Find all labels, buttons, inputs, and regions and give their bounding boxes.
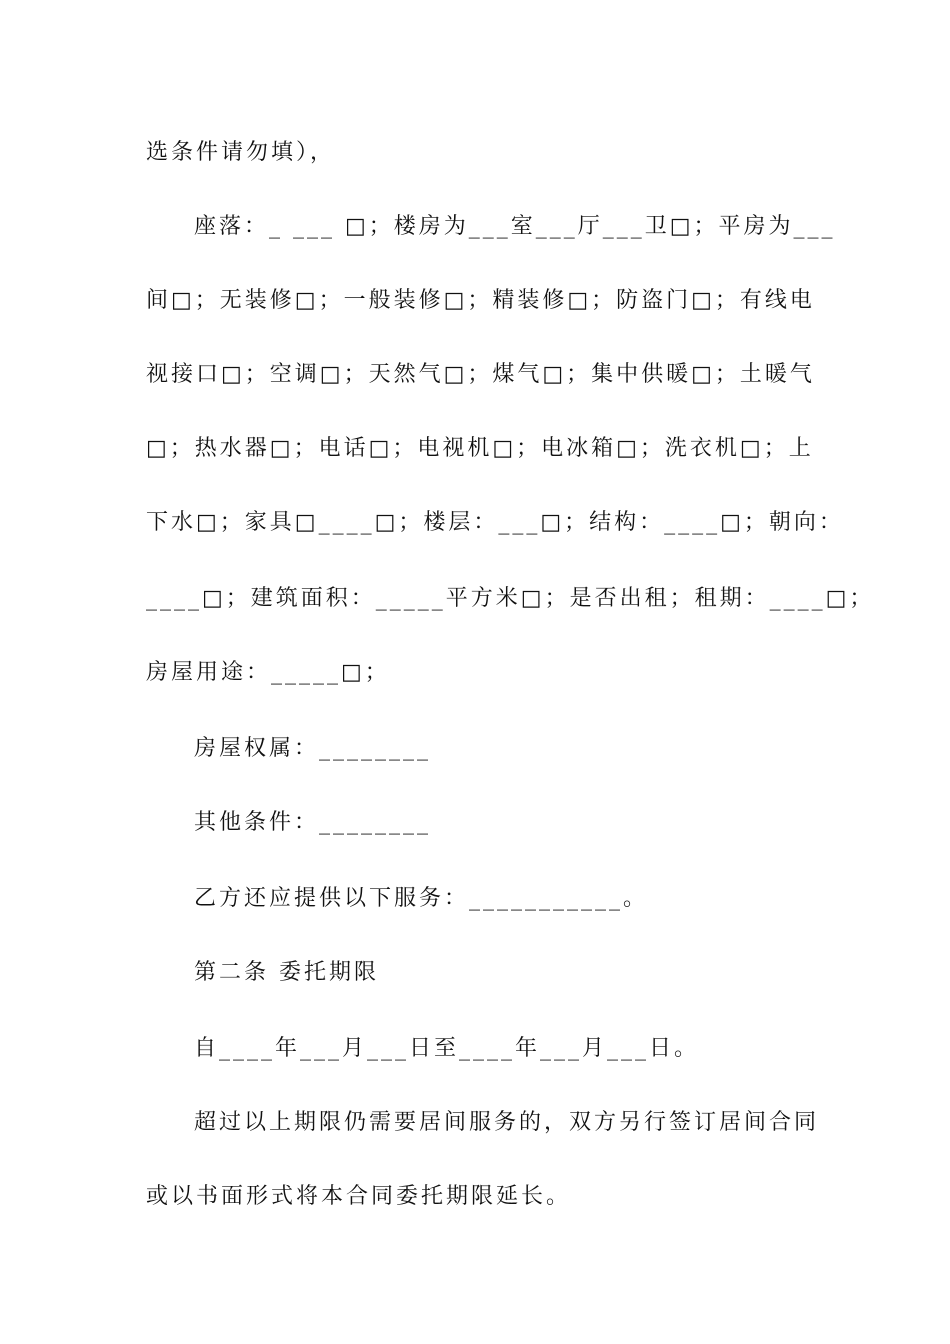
paragraph-line-1: 选条件请勿填）， — [146, 140, 336, 165]
paragraph-line-14: 超过以上期限仍需要居间服务的，双方另行签订居间合同 — [194, 1110, 820, 1135]
paragraph-line-6: 下水□；家具□____□；楼层：___□；结构：____□；朝向： — [146, 510, 844, 535]
paragraph-line-4: 视接口□；空调□；天然气□；煤气□；集中供暖□；土暖气 — [146, 362, 815, 387]
paragraph-line-11: 乙方还应提供以下服务：___________。 — [194, 886, 649, 911]
paragraph-line-2: 座落：_ ___ □；楼房为___室___厅___卫□；平房为___ — [194, 214, 836, 239]
paragraph-line-8: 房屋用途：_____□； — [146, 660, 390, 685]
section-heading: 第二条 委托期限 — [194, 960, 379, 985]
paragraph-line-15: 或以书面形式将本合同委托期限延长。 — [146, 1184, 572, 1209]
paragraph-line-5: □；热水器□；电话□；电视机□；电冰箱□；洗衣机□；上 — [146, 436, 814, 461]
paragraph-line-3: 间□；无装修□；一般装修□；精装修□；防盗门□；有线电 — [146, 288, 815, 313]
paragraph-line-13: 自____年___月___日至____年___月___日。 — [194, 1036, 700, 1061]
paragraph-line-10: 其他条件：________ — [194, 810, 432, 835]
paragraph-line-9: 房屋权属：________ — [194, 736, 432, 761]
paragraph-line-7: ____□；建筑面积：_____平方米□；是否出租；租期：____□； — [146, 586, 875, 611]
